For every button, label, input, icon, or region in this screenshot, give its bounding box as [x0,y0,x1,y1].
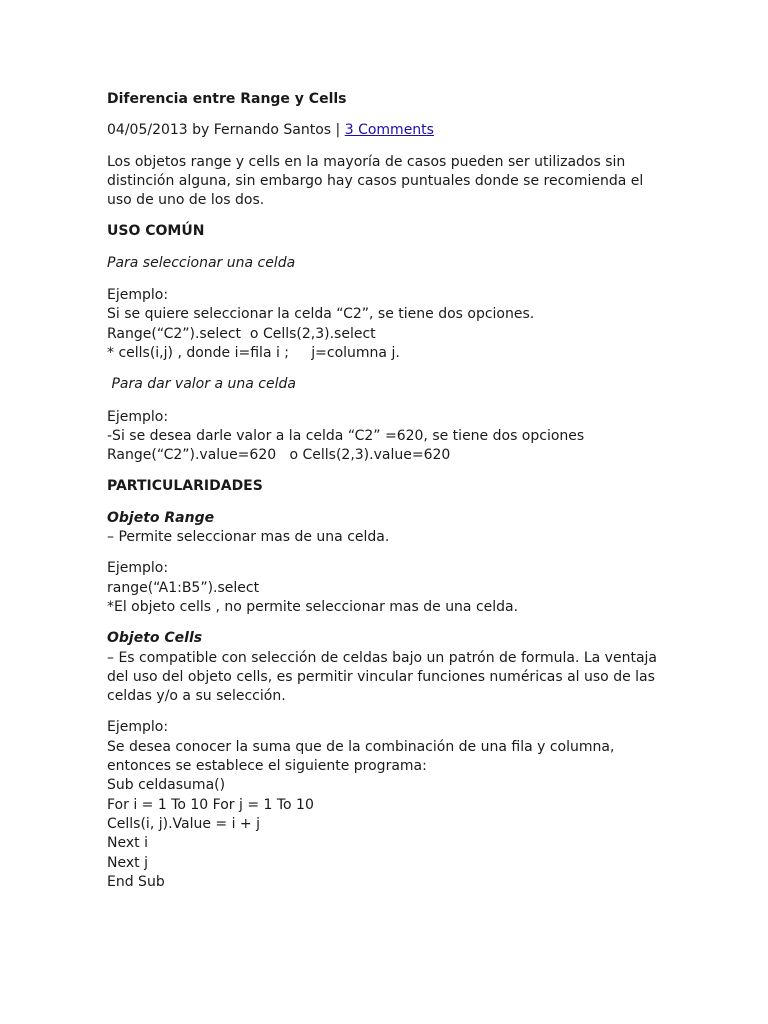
value-example [107,408,667,466]
example-line: -Si se desea darle valor a la celda “C2” =620, se tiene dos opciones [107,427,585,444]
section-heading-uso-comun: USO COMÚN [107,223,205,240]
comments-link[interactable]: 3 Comments [344,122,434,139]
example-line: Range(“C2”).value=620 o Cells(2,3).value=620 [107,447,451,464]
example-line: Ejemplo: [107,560,169,577]
post-date-author: 04/05/2013 by Fernando Santos | [107,122,345,139]
intro-line: Los objetos range y cells en la mayoría de casos pueden ser utilizados sin [107,153,626,170]
example-line: Ejemplo: [107,719,169,736]
page-title: Diferencia entre Range y Cells [107,91,347,107]
subheading-seleccionar: Para seleccionar una celda [107,254,296,271]
code-line: For i = 1 To 10 For j = 1 To 10 [107,796,314,813]
intro-paragraph [107,153,667,211]
subheading-objeto-range: Objeto Range [107,509,215,526]
example-line: Si se quiere seleccionar la celda “C2”, se tiene dos opciones. [107,306,535,323]
example-line: *El objeto cells , no permite seleccionar mas de una celda. [107,598,519,615]
example-line: Se desea conocer la suma que de la combinación de una fila y columna, [107,738,615,755]
select-example [107,286,667,363]
example-line: Ejemplo: [107,287,169,304]
code-line: Next i [107,835,148,852]
example-line: range(“A1:B5”).select [107,579,260,596]
post-meta [107,121,667,140]
description-line: – Es compatible con selección de celdas bajo un patrón de formula. La ventaja [107,649,657,666]
cells-description [107,649,667,707]
example-line: Ejemplo: [107,408,169,425]
intro-line: uso de uno de los dos. [107,192,265,209]
example-line: * cells(i,j) , donde i=fila i ; j=columna j. [107,344,400,361]
code-line: End Sub [107,873,165,890]
code-line: Cells(i, j).Value = i + j [107,815,261,832]
code-line: Sub celdasuma() [107,777,226,794]
cells-example [107,718,667,892]
example-line: Range(“C2”).select o Cells(2,3).select [107,325,376,342]
code-line: Next j [107,854,148,871]
section-heading-particularidades: PARTICULARIDADES [107,478,263,495]
description-line: del uso del objeto cells, es permitir vincular funciones numéricas al uso de las [107,668,655,685]
document-page [107,90,667,892]
intro-line: distinción alguna, sin embargo hay casos puntuales donde se recomienda el [107,172,644,189]
example-line: entonces se establece el siguiente programa: [107,758,427,775]
description-line: celdas y/o a su selección. [107,688,286,705]
range-example [107,559,667,617]
subheading-dar-valor: Para dar valor a una celda [107,376,296,393]
range-description: – Permite seleccionar mas de una celda. [107,529,390,546]
subheading-objeto-cells: Objeto Cells [107,630,203,647]
